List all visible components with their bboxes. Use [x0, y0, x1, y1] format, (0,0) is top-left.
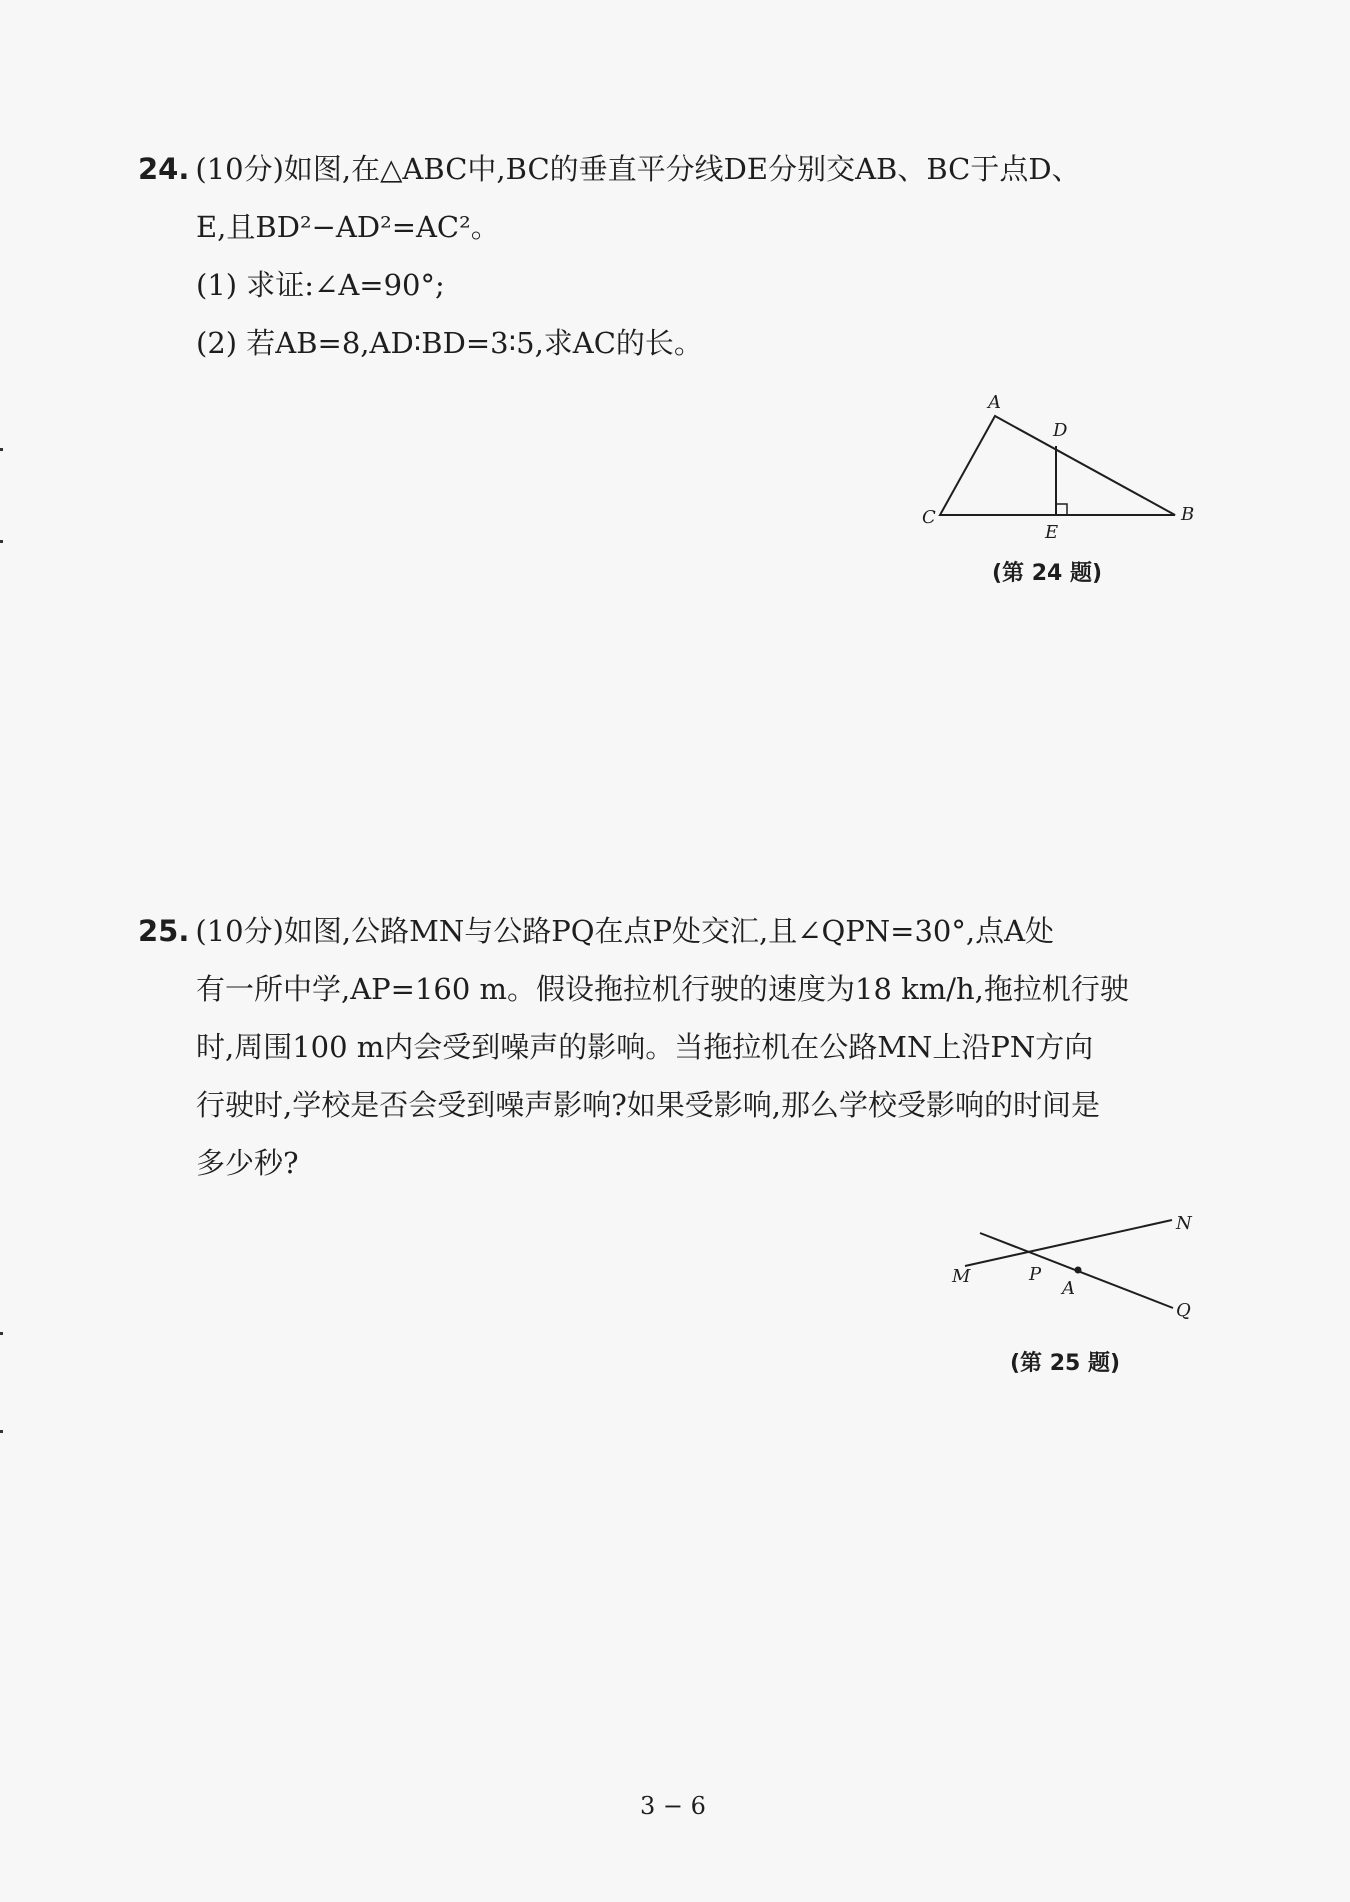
- edge-mark: [0, 1332, 3, 1335]
- label-m: M: [952, 1266, 971, 1287]
- label-n: N: [1176, 1213, 1192, 1234]
- problem-25: [138, 902, 1218, 1192]
- label-p: P: [1029, 1264, 1042, 1285]
- label-a: A: [1062, 1278, 1075, 1299]
- figure-24-caption: (第 24 题): [992, 561, 1103, 586]
- problem-25-line-3: 时,周围100 m内会受到噪声的影响。当拖拉机在公路MN上沿PN方向: [196, 1030, 1094, 1064]
- label-d: D: [1053, 420, 1068, 441]
- school-point-a: [1075, 1267, 1082, 1274]
- triangle-figure: [900, 384, 1220, 584]
- label-c: C: [922, 507, 936, 528]
- problem-24-line-2: E,且BD²−AD²=AC²。: [196, 210, 500, 244]
- label-q: Q: [1176, 1300, 1191, 1321]
- problem-24-part-2: (2) 若AB=8,AD∶BD=3∶5,求AC的长。: [196, 326, 703, 360]
- problem-25-line-1: [138, 902, 1218, 960]
- problem-25-line-5: 多少秒?: [196, 1146, 299, 1180]
- figure-25-caption: (第 25 题): [1010, 1351, 1121, 1376]
- label-e: E: [1045, 522, 1059, 543]
- edge-mark: [0, 448, 3, 451]
- edge-mark: [0, 540, 3, 543]
- problem-24: [138, 140, 1218, 372]
- road-mn: [965, 1220, 1172, 1266]
- problem-number: 25.: [138, 914, 190, 948]
- page-number: 3 − 6: [640, 1792, 706, 1820]
- problem-25-line-2: 有一所中学,AP=160 m。假设拖拉机行驶的速度为18 km/h,拖拉机行驶: [196, 972, 1129, 1006]
- problem-24-part-1: (1) 求证:∠A=90°;: [196, 268, 445, 302]
- problem-number: 24.: [138, 152, 190, 186]
- problem-25-line-4: 行驶时,学校是否会受到噪声影响?如果受影响,那么学校受影响的时间是: [196, 1088, 1100, 1122]
- label-b: B: [1181, 504, 1195, 525]
- label-a: A: [988, 392, 1001, 413]
- problem-24-text-1: (10分)如图,在△ABC中,BC的垂直平分线DE分别交AB、BC于点D、: [195, 152, 1081, 186]
- problem-25-text-1: (10分)如图,公路MN与公路PQ在点P处交汇,且∠QPN=30°,点A处: [195, 914, 1055, 948]
- edge-mark: [0, 1430, 3, 1433]
- problem-24-line-1: [138, 140, 1218, 198]
- right-angle-mark: [1056, 504, 1067, 515]
